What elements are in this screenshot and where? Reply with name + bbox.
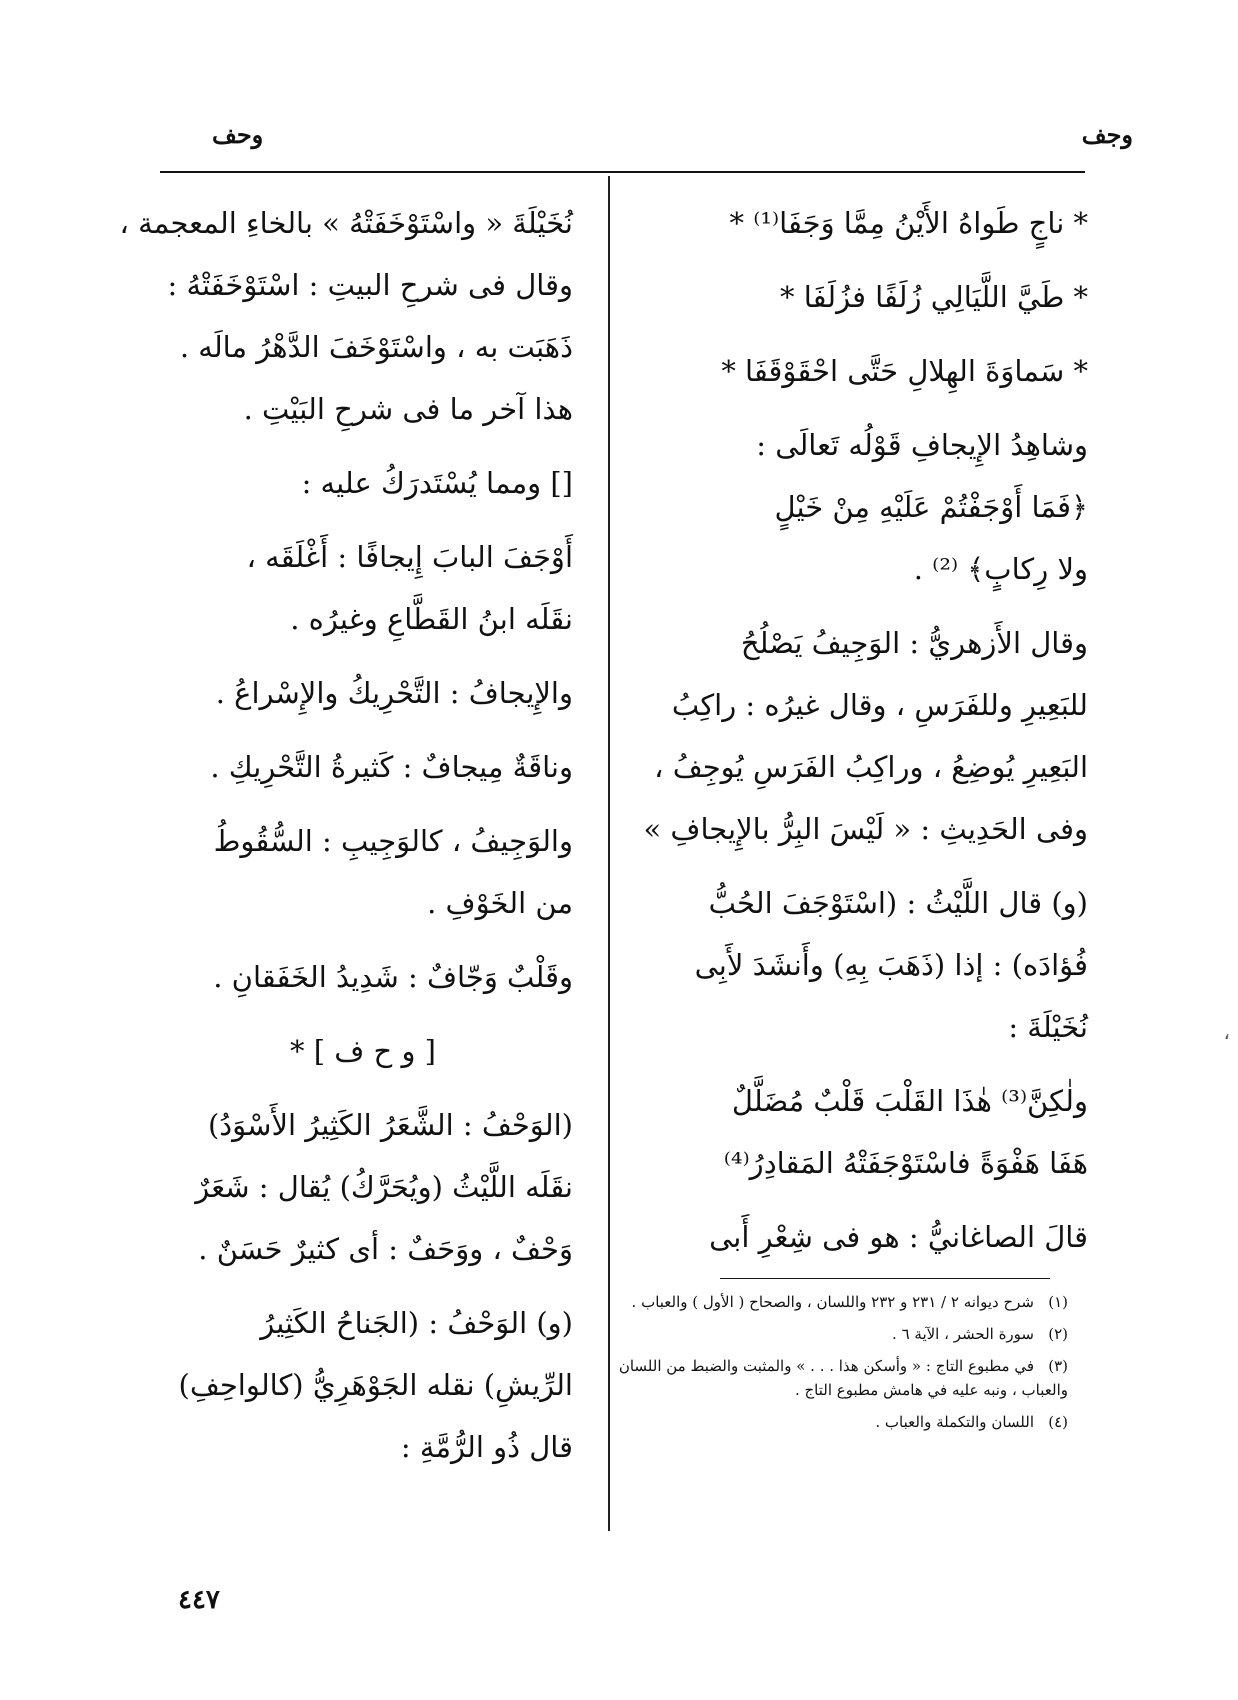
left-column-paragraph (119, 192, 573, 440)
text-line: وقَلْبٌ وَجّافٌ : شَدِيدُ الخَفَقانِ . (213, 960, 573, 994)
footnote (608, 1322, 1068, 1346)
left-column-paragraph (153, 810, 573, 934)
text-line: نقَلَه اللَّيْثُ (ويُحَرَّكُ) يُقال : شَعَرٌ (195, 1170, 573, 1204)
text-line: ولا رِكابٍ﴾ ⁽²⁾ . (913, 552, 1088, 586)
text-line: [] ومما يُسْتَدرَكُ عليه : (301, 466, 573, 500)
left-column-paragraph (153, 526, 573, 650)
right-column-paragraph (658, 266, 1088, 328)
text-line: نقَلَه ابنُ القَطَّاعِ وغيرُه . (290, 602, 573, 636)
text-line: ﴿فَمَا أَوْجَفْتُمْ عَلَيْهِ مِنْ خَيْلٍ (774, 490, 1088, 524)
footnote-number: (٤) (1048, 1413, 1068, 1431)
text-line: والوَجِيفُ ، كالوَجِيبِ : السُّقُوطُ (213, 824, 573, 858)
footnote-number: (١) (1048, 1293, 1068, 1311)
text-line: هذا آخر ما فى شرحِ البَيْتِ . (243, 392, 573, 426)
text-line: الرِّيشِ) نقله الجَوْهَرِيُّ (كالواحِفِ) (178, 1368, 573, 1402)
footnote-number: (٣) (1048, 1357, 1068, 1375)
header-rule (160, 171, 1085, 173)
text-line: وَحْفٌ ، ووَحَفٌ : أى كثيرٌ حَسَنٌ . (198, 1232, 573, 1266)
left-column-paragraph (153, 452, 573, 514)
footnote (608, 1410, 1068, 1434)
text-line: للبَعِيرِ وللفَرَسِ ، وقال غيرُه : راكِبُ (671, 688, 1088, 722)
right-column-paragraph (658, 1070, 1088, 1194)
footnote-rule (720, 1278, 1050, 1279)
text-line: قال ذُو الرُّمَّةِ : (400, 1430, 573, 1464)
footnote-number: (٢) (1048, 1325, 1068, 1343)
text-line: وناقَةٌ مِيجافٌ : كَثيرةُ التَّحْرِيكِ . (210, 750, 573, 784)
left-column-paragraph (153, 736, 573, 798)
left-column-paragraph (153, 1292, 573, 1478)
footnote-text: شرح ديوانه ٢ / ٢٣١ و ٢٣٢ واللسان ، والصحاح ( الأول ) والعباب . (631, 1293, 1034, 1311)
header-root-left: وحف (212, 120, 264, 149)
text-line: (و) قال اللَّيْثُ : (اسْتَوْجَفَ الحُبُّ (708, 886, 1088, 920)
text-line: * طَيَّ اللَّيَالِي زُلَفًا فزُلَفَا * (780, 280, 1088, 314)
right-column-paragraph (643, 612, 1088, 860)
right-column-paragraph (658, 414, 1088, 600)
right-column-paragraph (658, 872, 1088, 1058)
footnote-text: سورة الحشر ، الآية ٦ . (892, 1325, 1034, 1343)
text-line: والإِيجافُ : التَّحْرِيكُ والإِسْراعُ . (215, 676, 573, 710)
footnotes (608, 1290, 1068, 1442)
left-column (119, 192, 573, 1490)
footnote (608, 1354, 1068, 1402)
right-column (643, 192, 1088, 1280)
text-line: وقال فى شرحِ البيتِ : اسْتَوْخَفَتْهُ : (167, 268, 573, 302)
footnote-text: اللسان والتكملة والعباب . (875, 1413, 1034, 1431)
page-number: ٤٤٧ (178, 1585, 220, 1615)
text-line: (و) الوَحْفُ : (الجَناحُ الكَثِيرُ (260, 1306, 573, 1340)
text-line: وقال الأَزهريُّ : الوَجِيفُ يَصْلُحُ (740, 626, 1088, 660)
text-line: [ و ح ف ] * (289, 1034, 436, 1068)
left-column-paragraph (153, 1020, 573, 1082)
text-line: * سَماوَةَ الهِلالِ حَتَّى احْقَوْقَفَا * (721, 354, 1088, 388)
text-line: ولٰكِنَّ⁽³⁾ هٰذَا القَلْبَ قَلْبٌ مُضَلَّلٌ (731, 1084, 1088, 1118)
text-line: من الخَوْفِ . (427, 886, 573, 920)
text-line: نُخَيْلَةَ « واسْتَوْخَفَتْهُ » بالخاءِ المعجمة ، (119, 206, 573, 240)
footnote-text: في مطبوع التاج : « وأسكن هذا . . . » والمثبت والضبط من اللسان والعباب ، ونبه عليه في هامش مطبوع التاج . (618, 1357, 1068, 1399)
text-line: البَعِيرِ يُوضِعُ ، وراكِبُ الفَرَسِ يُوجِفُ ، (654, 750, 1088, 784)
right-column-paragraph (658, 340, 1088, 402)
text-line: ذَهَبَت به ، واسْتَوْخَفَ الدَّهْرُ مالَه . (179, 330, 573, 364)
footnote (608, 1290, 1068, 1314)
left-column-paragraph (153, 1094, 573, 1280)
text-line: قالَ الصاغانيُّ : هو فى شِعْرِ أَبى (709, 1220, 1088, 1254)
text-line: * ناجٍ طَواهُ الأَيْنُ مِمَّا وَجَفَا⁽¹⁾ * (729, 206, 1088, 240)
right-column-paragraph (658, 1206, 1088, 1268)
text-line: وشاهِدُ الإِيجافِ قَوْلُه تَعالَى : (756, 428, 1088, 462)
left-column-paragraph (153, 946, 573, 1008)
scan-mark: ، (1223, 1020, 1230, 1044)
text-line: أَوْجَفَ البابَ إِيجافًا : أَغْلَقَه ، (246, 540, 573, 574)
text-line: هَفَا هَفْوَةً فاسْتَوْجَفَتْهُ المَقادِرُ⁽⁴⁾ (723, 1146, 1088, 1180)
right-column-paragraph (658, 192, 1088, 254)
left-column-paragraph (153, 662, 573, 724)
text-line: فُؤادَه) : إذا (ذَهَبَ بِهِ) وأَنشَدَ لأَبِى (694, 948, 1088, 982)
text-line: وفى الحَدِيثِ : « لَيْسَ البِرُّ بالإِيجافِ » (643, 812, 1088, 846)
text-line: نُخَيْلَةَ : (1008, 1010, 1088, 1044)
header-root-right: وجف (1081, 120, 1133, 149)
text-line: (الوَحْفُ : الشَّعَرُ الكَثِيرُ الأَسْوَدُ) (207, 1108, 573, 1142)
